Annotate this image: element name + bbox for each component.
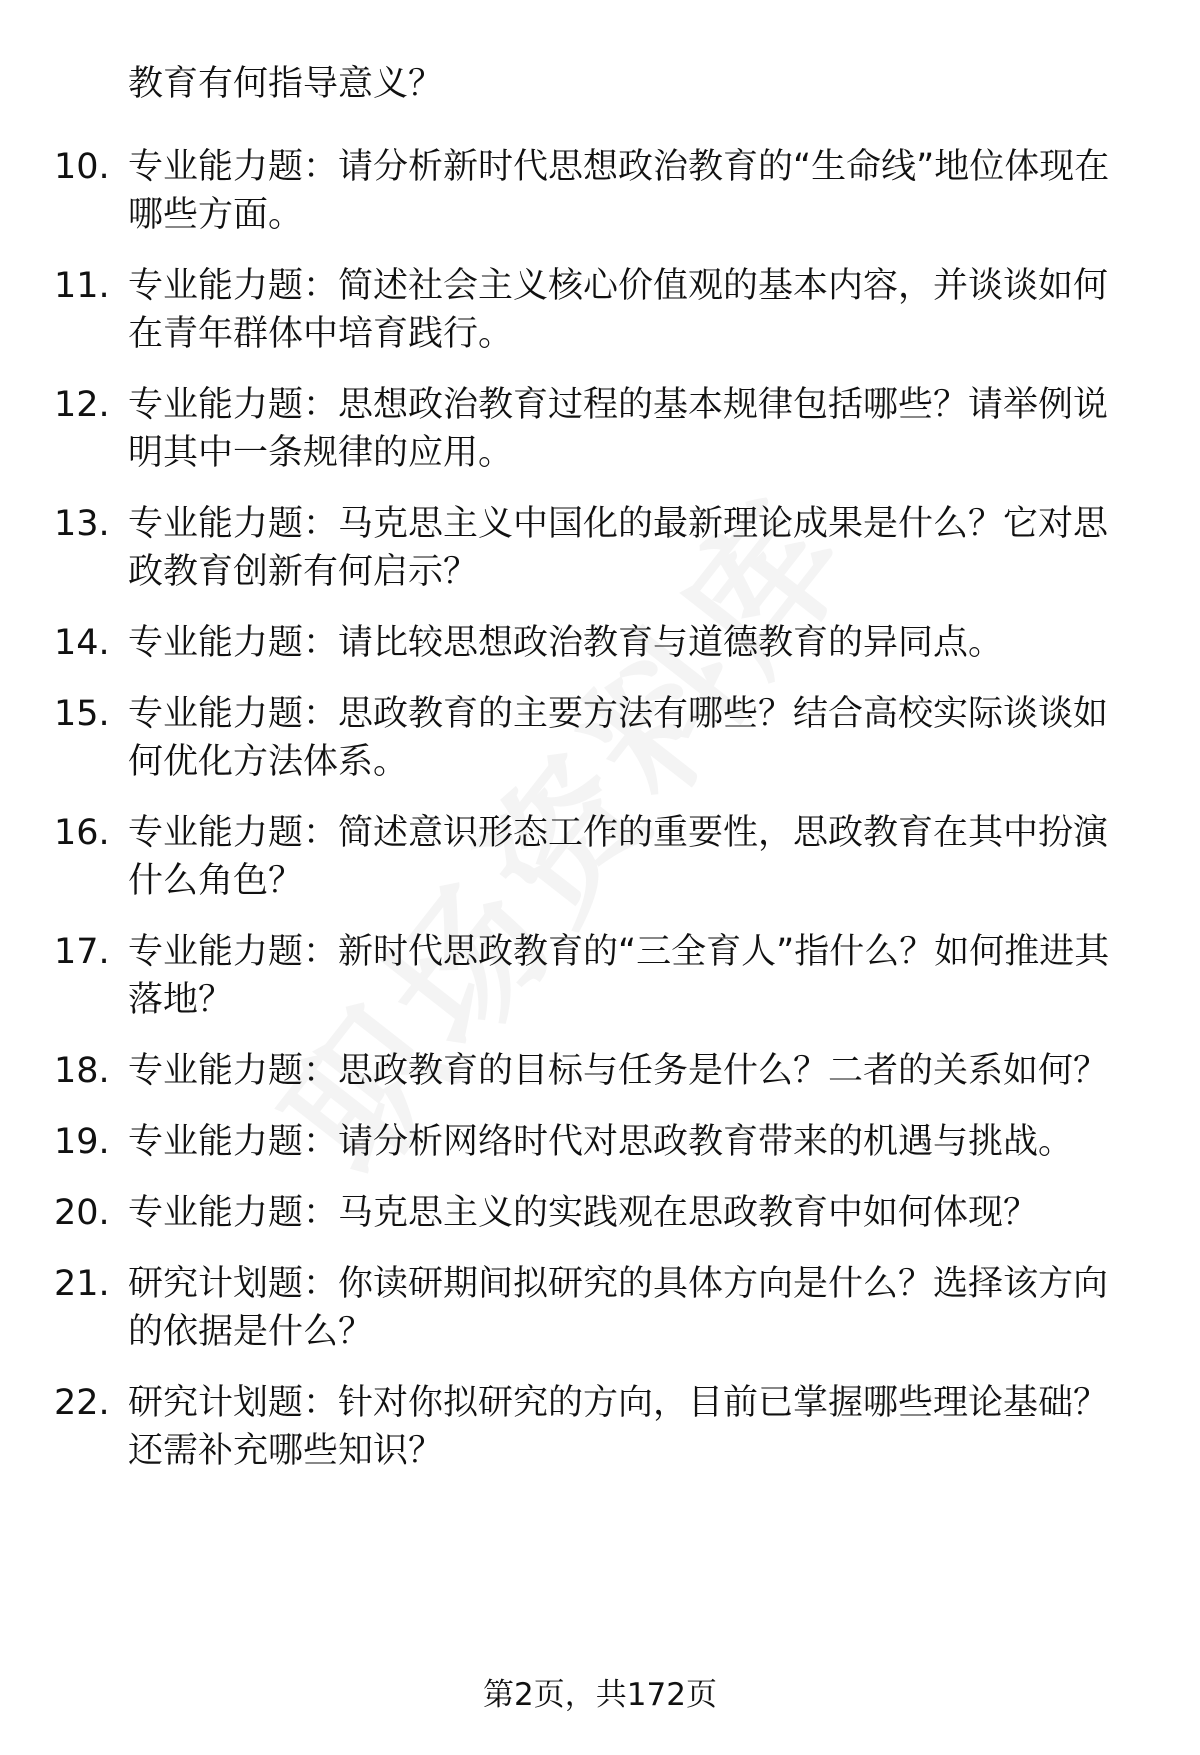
item-number: 15.: [54, 694, 110, 734]
item-number: 20.: [54, 1193, 110, 1233]
list-item: [54, 1118, 1134, 1166]
item-number: 14.: [54, 623, 110, 663]
list-item: [54, 1379, 1134, 1475]
item-text: 专业能力题：请比较思想政治教育与道德教育的异同点。: [128, 623, 1004, 663]
item-text: 专业能力题：新时代思政教育的“三全育人”指什么？如何推进其落地？: [128, 932, 1110, 1020]
item-number: 12.: [54, 385, 110, 425]
item-text: 专业能力题：马克思主义的实践观在思政教育中如何体现？: [128, 1193, 1039, 1233]
list-item: [54, 809, 1134, 905]
list-item: [54, 143, 1134, 239]
item-text: 专业能力题：马克思主义中国化的最新理论成果是什么？它对思政教育创新有何启示？: [128, 504, 1109, 592]
item-text: 专业能力题：思政教育的主要方法有哪些？结合高校实际谈谈如何优化方法体系。: [128, 694, 1109, 782]
list-item: [54, 619, 1134, 667]
item-text: 专业能力题：简述意识形态工作的重要性，思政教育在其中扮演什么角色？: [128, 813, 1109, 901]
question-list: [54, 60, 1134, 1475]
item-number: 19.: [54, 1122, 110, 1162]
item-text: 专业能力题：思政教育的目标与任务是什么？二者的关系如何？: [128, 1051, 1109, 1091]
item-number: 13.: [54, 504, 110, 544]
item-text: 研究计划题：你读研期间拟研究的具体方向是什么？选择该方向的依据是什么？: [128, 1264, 1109, 1352]
item-number: 22.: [54, 1383, 110, 1423]
continued-question-text: 教育有何指导意义？: [128, 64, 444, 104]
list-item: [54, 690, 1134, 786]
item-number: 16.: [54, 813, 110, 853]
list-item: [54, 1047, 1134, 1095]
item-number: 18.: [54, 1051, 110, 1091]
list-item: [54, 262, 1134, 358]
list-item: [54, 381, 1134, 477]
item-number: 21.: [54, 1264, 110, 1304]
item-number: 10.: [54, 147, 110, 187]
list-item: [54, 500, 1134, 596]
item-text: 专业能力题：请分析新时代思想政治教育的“生命线”地位体现在哪些方面。: [128, 147, 1110, 235]
item-text: 研究计划题：针对你拟研究的方向，目前已掌握哪些理论基础？还需补充哪些知识？: [128, 1383, 1109, 1471]
item-text: 专业能力题：思想政治教育过程的基本规律包括哪些？请举例说明其中一条规律的应用。: [128, 385, 1109, 473]
item-text: 专业能力题：请分析网络时代对思政教育带来的机遇与挑战。: [128, 1122, 1074, 1162]
page-footer: 第2页，共172页: [483, 1677, 717, 1713]
list-item: [54, 1189, 1134, 1237]
list-item: [54, 928, 1134, 1024]
list-item: [54, 1260, 1134, 1356]
item-number: 17.: [54, 932, 110, 972]
item-text: 专业能力题：简述社会主义核心价值观的基本内容，并谈谈如何在青年群体中培育践行。: [128, 266, 1109, 354]
item-number: 11.: [54, 266, 110, 306]
